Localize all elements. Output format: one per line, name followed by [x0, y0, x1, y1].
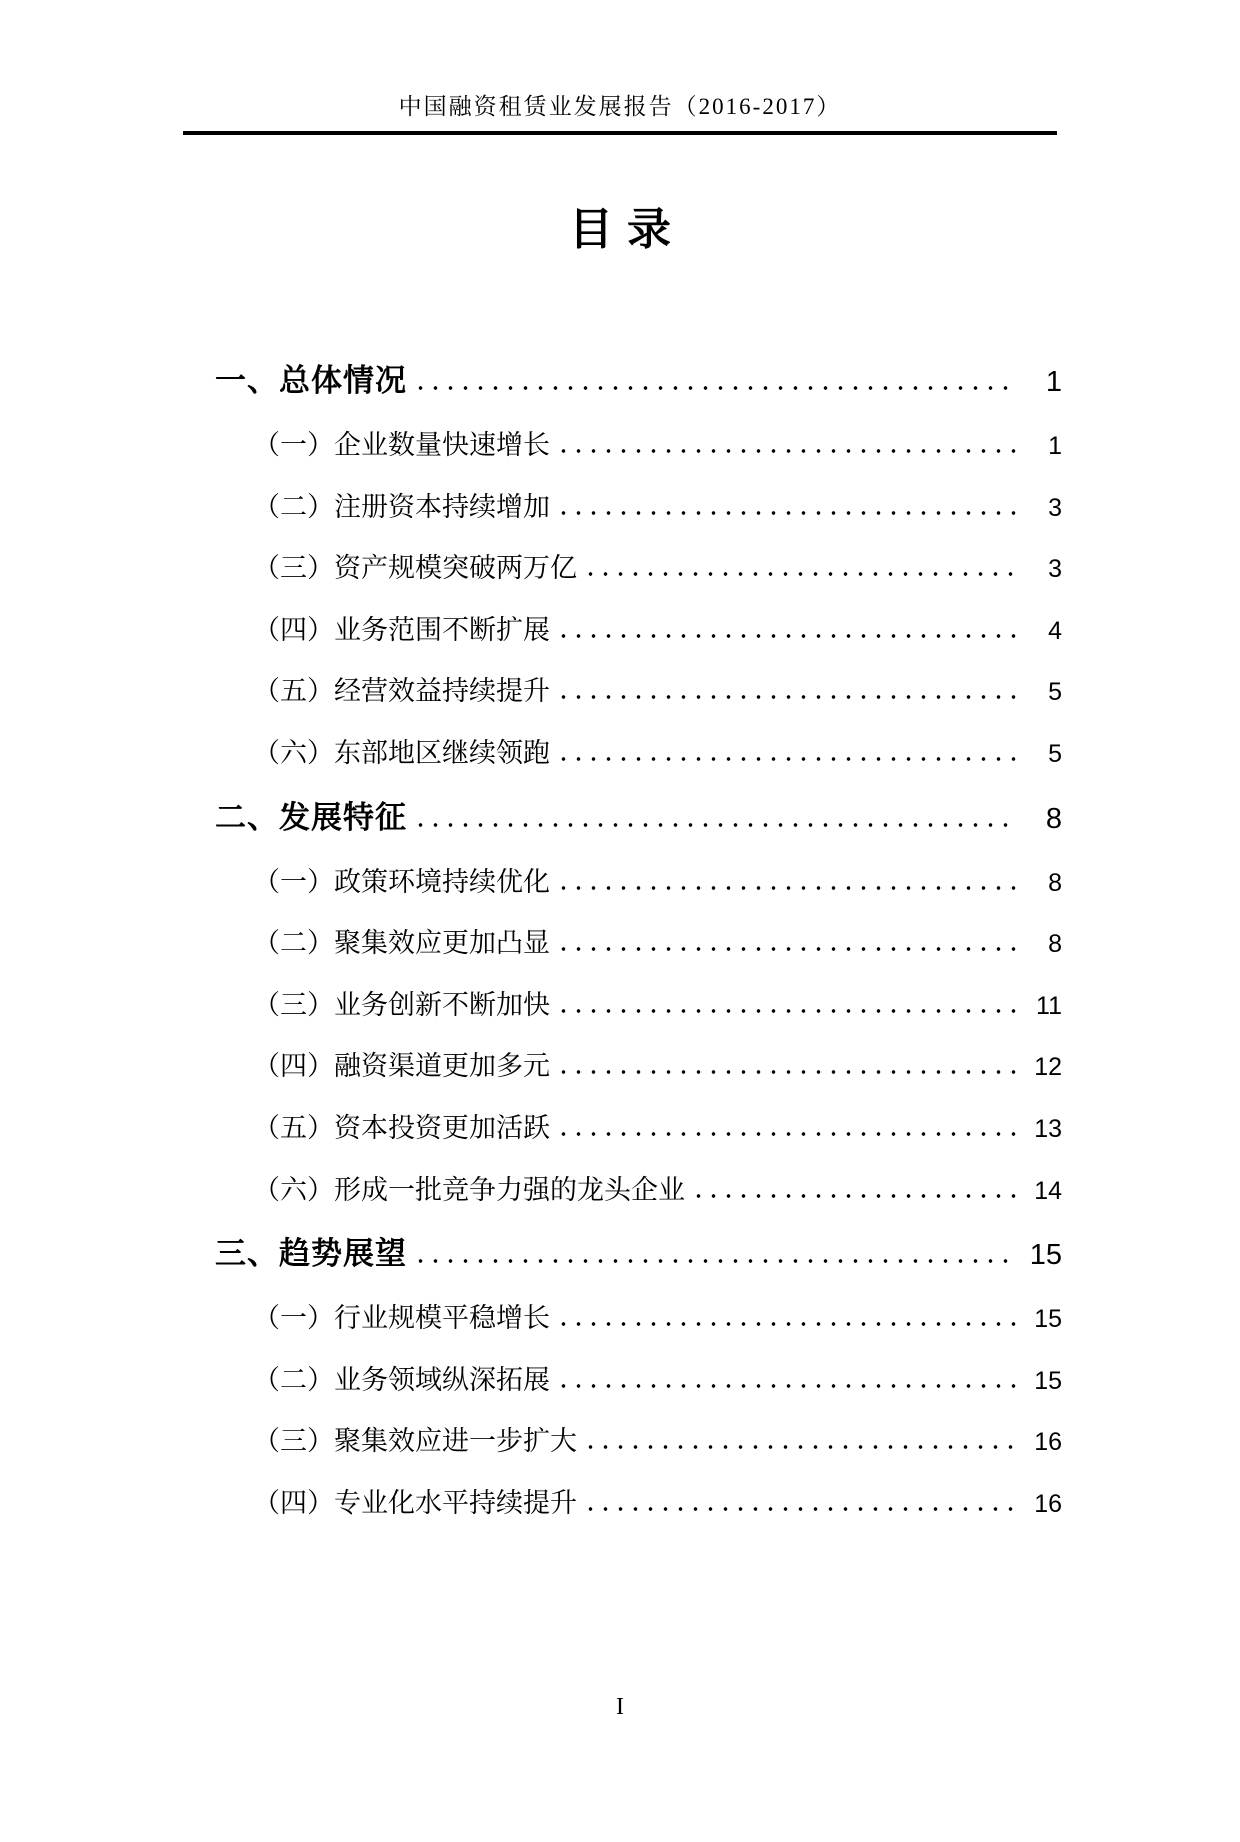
toc-entry-label: （五）经营效益持续提升	[253, 676, 550, 707]
toc-entry-label: （二）业务领域纵深拓展	[253, 1364, 550, 1395]
toc-entry-label: （三）资产规模突破两万亿	[253, 553, 577, 584]
toc-subsection-row	[215, 551, 1062, 587]
toc-list	[215, 361, 1062, 1522]
toc-entry-label: （六）东部地区继续领跑	[253, 738, 550, 769]
toc-entry-page-number: 16	[1034, 1428, 1062, 1457]
toc-entry-page-number: 13	[1034, 1115, 1062, 1144]
toc-subsection-row	[215, 1486, 1062, 1522]
toc-subsection-row	[215, 926, 1062, 962]
toc-entry-page-number: 16	[1034, 1490, 1062, 1519]
toc-entry-page-number: 4	[1048, 616, 1062, 645]
toc-entry-page-number: 5	[1048, 740, 1062, 769]
toc-subsection-row	[215, 865, 1062, 901]
footer-page-number: I	[616, 1694, 624, 1720]
toc-subsection-row	[215, 1049, 1062, 1085]
toc-entry-label: （五）资本投资更加活跃	[253, 1113, 550, 1144]
dot-leader	[556, 756, 1018, 762]
toc-subsection-row	[215, 674, 1062, 710]
dot-leader	[583, 1506, 1018, 1512]
toc-entry-label: 二、发展特征	[215, 799, 407, 835]
toc-entry-page-number: 14	[1034, 1176, 1062, 1205]
toc-entry-page-number: 15	[1034, 1366, 1062, 1395]
dot-leader	[556, 510, 1018, 516]
dot-leader	[583, 571, 1018, 577]
toc-subsection-row	[215, 1363, 1062, 1399]
toc-entry-label: （一）行业规模平稳增长	[253, 1303, 550, 1334]
toc-subsection-row	[215, 1424, 1062, 1460]
dot-leader	[556, 448, 1018, 454]
toc-entry-label: （一）企业数量快速增长	[253, 429, 550, 460]
dot-leader	[583, 1444, 1018, 1450]
toc-subsection-row	[215, 1173, 1062, 1209]
dot-leader	[556, 694, 1018, 700]
toc-subsection-row	[215, 1111, 1062, 1147]
dot-leader	[556, 1131, 1018, 1137]
toc-entry-label: 三、趋势展望	[215, 1236, 407, 1272]
toc-section-row	[215, 1234, 1062, 1275]
page-header	[183, 88, 1057, 135]
dot-leader	[691, 1193, 1018, 1199]
toc-entry-page-number: 3	[1048, 493, 1062, 522]
dot-leader	[413, 385, 1018, 391]
dot-leader	[413, 822, 1018, 828]
toc-entry-label: （六）形成一批竞争力强的龙头企业	[253, 1174, 685, 1205]
toc-subsection-row	[215, 428, 1062, 464]
dot-leader	[556, 885, 1018, 891]
dot-leader	[413, 1258, 1018, 1264]
toc-entry-label: （四）专业化水平持续提升	[253, 1488, 577, 1519]
toc-entry-page-number: 15	[1034, 1305, 1062, 1334]
dot-leader	[556, 946, 1018, 952]
toc-page-title: 目录	[569, 204, 685, 255]
toc-entry-page-number: 1	[1048, 431, 1062, 460]
toc-entry-label: （二）注册资本持续增加	[253, 491, 550, 522]
toc-subsection-row	[215, 613, 1062, 649]
toc-entry-page-number: 3	[1048, 555, 1062, 584]
toc-entry-page-number: 12	[1034, 1053, 1062, 1082]
toc-entry-label: （二）聚集效应更加凸显	[253, 928, 550, 959]
toc-entry-page-number: 1	[1045, 366, 1062, 398]
toc-entry-page-number: 8	[1045, 802, 1062, 835]
toc-entry-label: （一）政策环境持续优化	[253, 866, 550, 897]
toc-entry-page-number: 15	[1029, 1239, 1062, 1272]
dot-leader	[556, 1008, 1018, 1014]
dot-leader	[556, 1321, 1018, 1327]
toc-subsection-row	[215, 1301, 1062, 1337]
toc-entry-label: （三）聚集效应进一步扩大	[253, 1426, 577, 1457]
toc-entry-page-number: 8	[1048, 930, 1062, 959]
toc-section-row	[215, 798, 1062, 839]
toc-entry-page-number: 5	[1048, 678, 1062, 707]
toc-subsection-row	[215, 736, 1062, 772]
toc-section-row	[215, 361, 1062, 402]
running-header-title: 中国融资租赁业发展报告（2016-2017）	[398, 94, 842, 119]
toc-subsection-row	[215, 988, 1062, 1024]
toc-subsection-row	[215, 490, 1062, 526]
toc-entry-page-number: 8	[1048, 868, 1062, 897]
toc-entry-label: （四）融资渠道更加多元	[253, 1051, 550, 1082]
toc-entry-page-number: 11	[1036, 991, 1062, 1020]
toc-entry-label: 一、总体情况	[215, 363, 407, 398]
toc-entry-label: （四）业务范围不断扩展	[253, 614, 550, 645]
dot-leader	[556, 1069, 1018, 1075]
dot-leader	[556, 633, 1018, 639]
dot-leader	[556, 1383, 1018, 1389]
toc-entry-label: （三）业务创新不断加快	[253, 989, 550, 1020]
